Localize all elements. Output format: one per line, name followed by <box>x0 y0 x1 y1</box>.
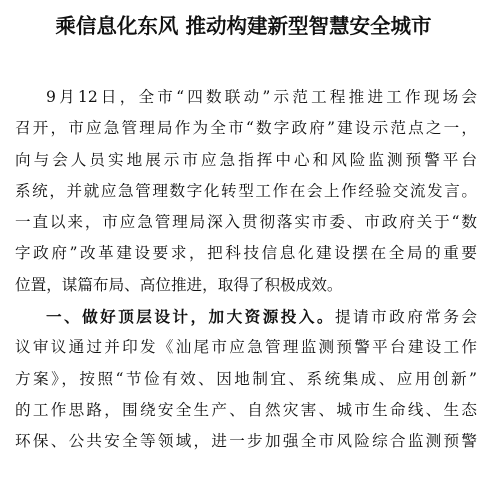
paragraph-line: 9月12日，全市“四数联动”示范工程推进工作现场会 <box>46 88 477 106</box>
paragraph-line: 召开，市应急管理局作为全市“数字政府”建设示范点之一， <box>15 119 477 138</box>
paragraph-line: 位置，谋篇布局、高位推进，取得了积极成效。 <box>15 275 343 294</box>
section-line <box>15 301 477 332</box>
paragraph-line: 环保、公共安全等领域，进一步加强全市风险综合监测预警 <box>15 432 477 451</box>
article-body <box>15 82 477 458</box>
paragraph-line: 系统，并就应急管理数字化转型工作在会上作经验交流发言。 <box>15 181 477 200</box>
paragraph-line: 向与会人员实地展示市应急指挥中心和风险监测预警平台 <box>15 150 477 169</box>
article-title: 乘信息化东风 推动构建新型智慧安全城市 <box>55 14 432 38</box>
paragraph-line: 议审议通过并印发《汕尾市应急管理监测预警平台建设工作 <box>15 338 477 357</box>
paragraph-line: 字政府”改革建设要求，把科技信息化建设摆在全局的重要 <box>15 244 477 263</box>
section-heading: 一、做好顶层设计，加大资源投入。 <box>46 307 335 327</box>
paragraph-line: 的工作思路，围绕安全生产、自然灾害、城市生命线、生态 <box>15 400 477 419</box>
paragraph-line: 方案》，按照“节俭有效、因地制宜、系统集成、应用创新” <box>15 369 477 388</box>
paragraph-line: 一直以来，市应急管理局深入贯彻落实市委、市政府关于“数 <box>15 213 477 232</box>
paragraph-text: 提请市政府常务会 <box>334 308 477 327</box>
